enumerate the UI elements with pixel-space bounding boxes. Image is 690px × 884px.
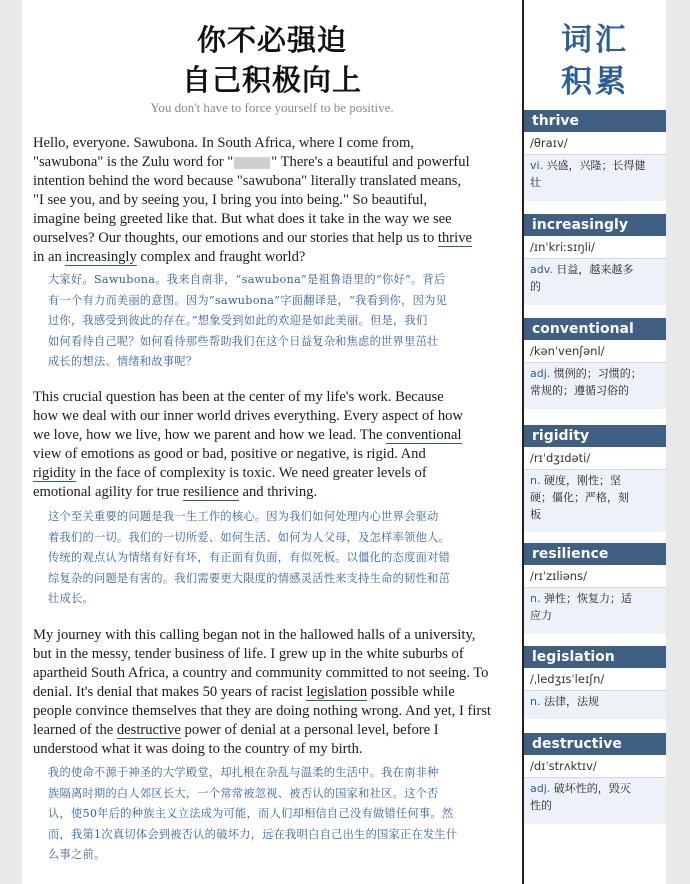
blurred-word — [234, 157, 270, 169]
paragraph-1-english: Hello, everyone. Sawubona. In South Africa, where I come from, "sawubona" is the Zulu word for " " There's a beautiful and powerful intention behind the word because "sawubona" literally translated means, "I see you, and by seeing you, I bring you into being." So beautiful, imagine being greeted like that. But what does it take in the way we see ourselves? Our thoughts, our emotions and our stories that help us to thrive in an increasingly complex and fraught world? — [33, 135, 472, 265]
vocab-word: rigidity — [524, 425, 666, 447]
vocab-word: thrive — [524, 110, 666, 132]
sidebar-title-line-1: 词汇 — [561, 22, 629, 58]
paragraph-3-chinese: 我的使命不源于神圣的大学殿堂，却扎根在杂乱与温柔的生活中。我在南非种 族隔离时期的白人郊区长大，一个常常被忽视、被否认的国家和社区。这个否 认，使50年后的种族主义立法成为可能，而人们却相信自己没有做错任何事。然 而，我第1次真切体会到被否认的破坏力，远在我明白自己出生的国家正在发生什 么事之前。 — [48, 766, 458, 862]
vocabulary-sidebar — [524, 0, 666, 884]
vocab-word: conventional — [524, 318, 666, 340]
vocab-highlight-resilience: resilience — [182, 484, 239, 500]
vocab-pronunciation: /rɪˈzɪliəns/ — [524, 565, 666, 588]
vocab-highlight-destructive: destructive — [116, 722, 181, 738]
vocab-definition: adj. 破坏性的，毁灭 性的 — [524, 778, 666, 824]
paragraph-3-english: My journey with this calling began not in the hallowed halls of a university, but in the messy, tender business of life. I grew up in the white suburbs of apartheid South Africa, a country and community committed to not seeing. To denial. It's denial that makes 50 years of racist legislation possible while people convince themselves that they are doing nothing wrong. And yet, I first learned of the destructive power of denial at a personal level, before I understood what it was doing to the country of my birth. — [33, 627, 491, 757]
vocab-pronunciation: /kənˈvenʃənl/ — [524, 340, 666, 363]
vocab-entry-rigidity — [524, 425, 666, 532]
paragraph-1-chinese: 大家好。Sawubona。我来自南非，“sawubona”是祖鲁语里的“你好”。背后 有一个有力而美丽的意图。因为“sawubona”字面翻译是，“我看到你，因为见 过你，我感受到彼此的存在。”想象受到如此的欢迎是如此美丽。但是，我们 如何看待自己呢？如何看待那些帮助我们在这个日益复杂和焦虑的世界里茁壮 成长的想法、情绪和故事呢？ — [48, 273, 448, 369]
vocab-entry-increasingly — [524, 214, 666, 305]
vocab-word: resilience — [524, 543, 666, 565]
vocab-pronunciation: /ˌledʒɪsˈleɪʃn/ — [524, 668, 666, 691]
vocab-definition: adv. 日益，越来越多 的 — [524, 259, 666, 305]
vocab-pronunciation: /θraɪv/ — [524, 132, 666, 155]
vocab-entry-resilience — [524, 543, 666, 634]
vocab-pronunciation: /dɪˈstrʌktɪv/ — [524, 755, 666, 778]
vocab-entry-destructive — [524, 733, 666, 824]
vocab-definition: n. 硬度，刚性；坚 硬；僵化；严格，刻 板 — [524, 470, 666, 532]
vocab-word: increasingly — [524, 214, 666, 236]
vocab-highlight-thrive: thrive — [437, 230, 472, 246]
vocab-highlight-conventional: conventional — [386, 427, 462, 443]
vocab-pronunciation: /ɪnˈkriːsɪŋli/ — [524, 236, 666, 259]
vocab-word: legislation — [524, 646, 666, 668]
paragraph-2-chinese: 这个至关重要的问题是我一生工作的核心。因为我们如何处理内心世界会驱动 着我们的一切。我们的一切所爱、如何生活、如何为人父母，及怎样率领他人。 传统的观点认为情绪有好有坏，有正面有负面，有似死板。以僵化的态度面对错 综复杂的问题是有害的。我们需要更大限度的情感灵活性来支持生命的韧性和茁 壮成长。 — [48, 510, 451, 606]
paragraph-2-english: This crucial question has been at the center of my life's work. Because how we deal with our inner world drives everything. Every aspect of how we love, how we live, how we parent and how we lead. The conventional view of emotions as good or bad, positive or negative, is rigid. And rigidity in the face of complexity is toxic. We need greater levels of emotional agility for true resilience and thriving. — [33, 389, 463, 500]
vocab-pronunciation: /rɪˈdʒɪdəti/ — [524, 447, 666, 470]
vocab-definition: vi. 兴盛，兴隆；长得健 壮 — [524, 155, 666, 201]
title-line-1: 你不必强迫 — [196, 23, 347, 57]
subtitle: You don't have to force yourself to be positive. — [150, 100, 394, 115]
vocab-entry-legislation — [524, 646, 666, 719]
vocab-word: destructive — [524, 733, 666, 755]
vocab-highlight-legislation: legislation — [306, 684, 368, 700]
article-main — [22, 0, 522, 884]
sidebar-title-line-2: 积累 — [561, 64, 629, 100]
vocab-highlight-increasingly: increasingly — [65, 249, 137, 265]
vocab-definition: adj. 惯例的；习惯的； 常规的；遵循习俗的 — [524, 363, 666, 409]
vocab-definition: n. 弹性；恢复力；适 应力 — [524, 588, 666, 634]
vocab-definition: n. 法律，法规 — [524, 691, 666, 719]
vocab-entry-thrive — [524, 110, 666, 201]
vocab-entry-conventional — [524, 318, 666, 409]
title-line-2: 自己积极向上 — [181, 63, 362, 97]
vocab-highlight-rigidity: rigidity — [33, 465, 76, 481]
